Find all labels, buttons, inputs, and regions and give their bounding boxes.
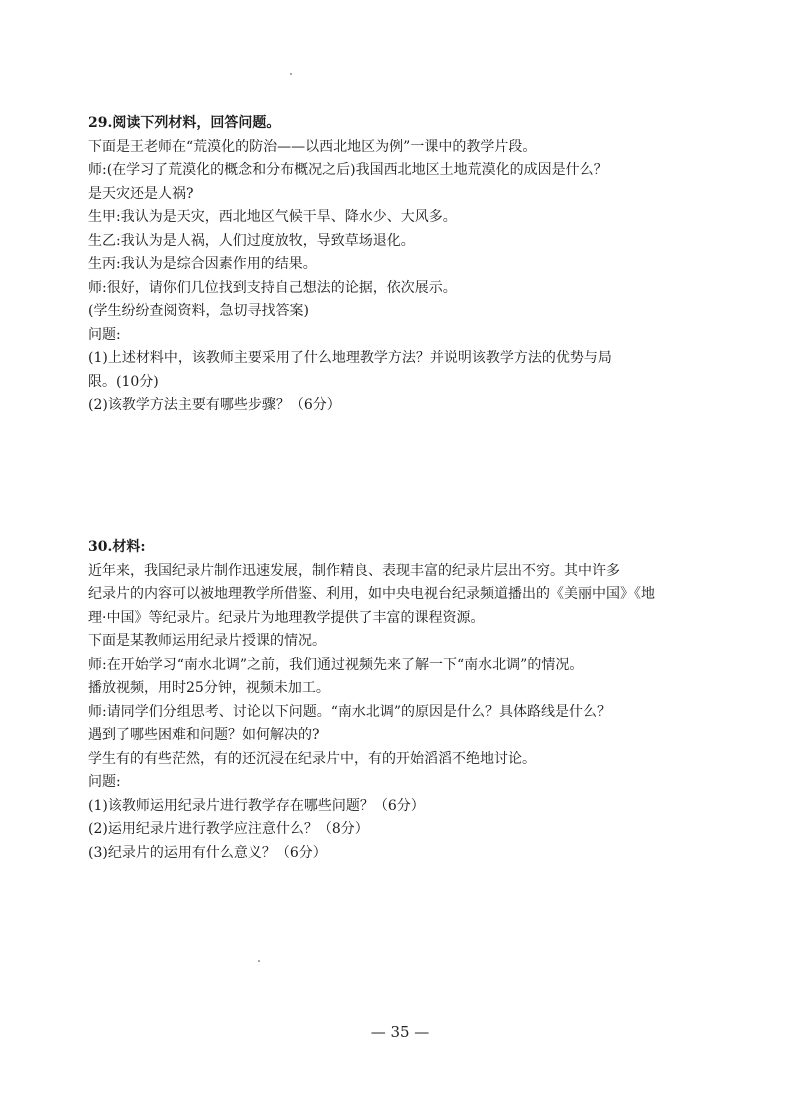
q30-question-2: (2)运用纪录片进行教学应注意什么？（8分） (88, 821, 369, 837)
q29-question-1-line-2: 限。(10分) (88, 373, 159, 390)
q30-teacher-2-line-1: 师:请同学们分组思考、讨论以下问题。“南水北调”的原因是什么？具体路线是什么？ (88, 703, 612, 720)
q30-question-3: (3)纪录片的运用有什么意义？（6分） (88, 844, 327, 861)
q29-teacher-line-1: 师:(在学习了荒漠化的概念和分布概况之后)我国西北地区土地荒漠化的成因是什么？ (88, 162, 608, 178)
q29-student-a: 生甲:我认为是天灾，西北地区气候干旱、降水少、大风多。 (88, 209, 457, 225)
q30-paragraph-1-line-2: 纪录片的内容可以被地理教学所借鉴、利用，如中央电视台纪录频道播出的《美丽中国》《地 (88, 586, 655, 602)
scan-speck (258, 960, 260, 962)
q30-students: 学生有的有些茫然，有的还沉浸在纪录片中，有的开始滔滔不绝地讨论。 (88, 750, 536, 767)
q30-teacher-1: 师:在开始学习“南水北调”之前，我们通过视频先来了解一下“南水北调”的情况。 (88, 656, 584, 673)
q30-paragraph-1-line-1: 近年来，我国纪录片制作迅速发展，制作精良、表现丰富的纪录片层出不穷。其中许多 (88, 562, 620, 579)
q29-title: 29.阅读下列材料，回答问题。 (88, 115, 281, 131)
q29-question-2: (2)该教学方法主要有哪些步骤？（6分） (88, 397, 341, 413)
q29-question-1-line-1: (1)上述材料中，该教师主要采用了什么地理教学方法？并说明该教学方法的优势与局 (88, 350, 612, 366)
question-30 (88, 536, 688, 865)
q29-teacher-2: 师:很好，请你们几位找到支持自己想法的论据，依次展示。 (88, 279, 457, 296)
q29-intro: 下面是王老师在“荒漠化的防治——以西北地区为例”一课中的教学片段。 (88, 138, 537, 155)
q29-teacher-line-2: 是天灾还是人祸? (88, 185, 194, 202)
q29-student-b: 生乙:我认为是人祸，人们过度放牧，导致草场退化。 (88, 232, 415, 249)
q30-paragraph-2: 下面是某教师运用纪录片授课的情况。 (88, 633, 326, 649)
q29-questions-label: 问题: (88, 326, 121, 343)
q30-question-1: (1)该教师运用纪录片进行教学存在哪些问题？（6分） (88, 797, 425, 814)
q29-student-c: 生丙:我认为是综合因素作用的结果。 (88, 256, 317, 272)
q29-note: (学生纷纷查阅资料，急切寻找答案) (88, 303, 309, 319)
q30-paragraph-1-line-3: 理·中国》等纪录片。纪录片为地理教学提供了丰富的课程资源。 (88, 609, 485, 626)
q30-questions-label: 问题: (88, 774, 121, 790)
scan-speck (290, 73, 292, 75)
page-number: — 35 — (370, 1023, 430, 1041)
q30-play-video: 播放视频，用时25分钟，视频未加工。 (88, 680, 330, 696)
q30-teacher-2-line-2: 遇到了哪些困难和问题？如何解决的? (88, 727, 320, 743)
q30-title: 30.材料: (88, 539, 146, 555)
question-29 (88, 112, 688, 418)
